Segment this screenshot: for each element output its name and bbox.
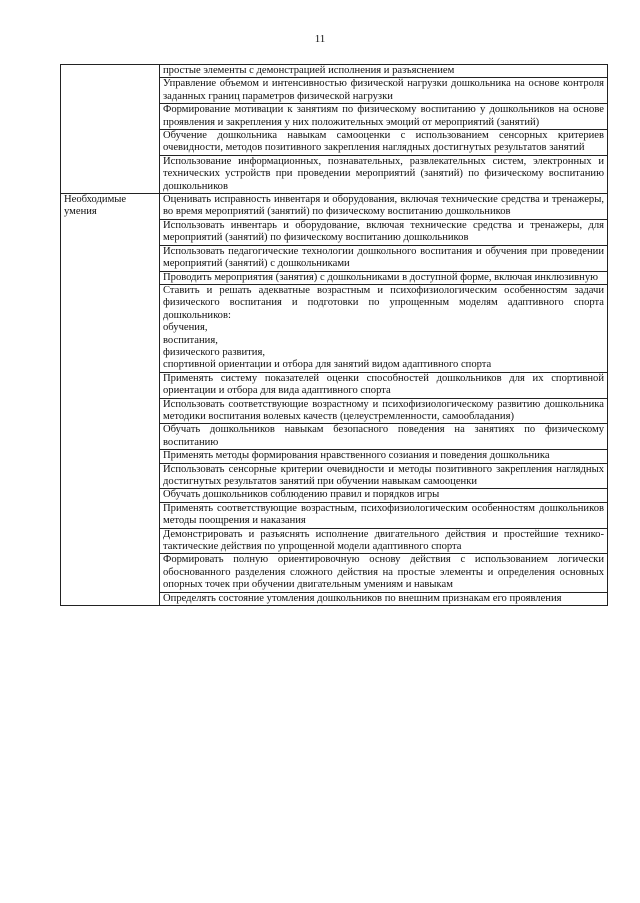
table-cell: Обучать дошкольников соблюдению правил и порядков игры — [160, 489, 608, 502]
table-row — [61, 194, 608, 220]
table-cell: Применять систему показателей оценки способностей дошкольников для их спортивной ориентации и отбора для вида адаптивного спорта — [160, 372, 608, 398]
table-cell: Применять соответствующие возрастным, психофизиологическим особенностям дошкольников методы поощрения и наказания — [160, 502, 608, 528]
competency-table — [60, 64, 608, 606]
table-cell: Использовать сенсорные критерии очевидности и методы позитивного закрепления наглядных достигнутых результатов занятий при обучении навыкам самооценки — [160, 463, 608, 489]
table-row — [61, 65, 608, 78]
table-cell-with-list — [160, 284, 608, 372]
page-number: 11 — [314, 33, 326, 45]
list-item: спортивной ориентации и отбора для занятий видом адаптивного спорта — [163, 359, 492, 371]
list-item: обучения, — [163, 322, 208, 334]
list-item: воспитания, — [163, 334, 218, 346]
table-cell: Использовать соответствующие возрастному и психофизиологическому развитию дошкольника методики воспитания волевых качеств (целеустремленности, самообладания) — [160, 398, 608, 424]
table-cell: Применять методы формирования нравственного созиания и поведения дошкольника — [160, 450, 608, 463]
table-cell: Оценивать исправность инвентаря и оборудования, включая технические средства и тренажеры, во время мероприятий (занятий) по физическому воспитанию дошкольников — [160, 194, 608, 220]
table-cell: Обучать дошкольников навыкам безопасного поведения на занятиях по физическому воспитанию — [160, 424, 608, 450]
table-cell: Использовать инвентарь и оборудование, включая технические средства и тренажеры, для мероприятий (занятий) по физическому воспитанию дошкольников — [160, 219, 608, 245]
table-cell: Формирование мотивации к занятиям по физическому воспитанию у дошкольников на основе проявления и закрепления у них положительных эмоций от мероприятий (занятий) — [160, 104, 608, 130]
section-label-skills: Необходимые умения — [61, 194, 160, 606]
table-cell: Управление объемом и интенсивностью физической нагрузки дошкольника на основе контроля заданных границ параметров физической нагрузки — [160, 78, 608, 104]
table-cell: Использовать педагогические технологии дошкольного воспитания и обучения при проведении мероприятий (занятий) с дошкольниками — [160, 245, 608, 271]
table-cell: Использование информационных, познавательных, развлекательных систем, электронных и технических устройств при проведении мероприятий (занятий) по физическому воспитанию дошкольников — [160, 155, 608, 193]
section-label-cell-empty — [61, 65, 160, 194]
cell-text: Ставить и решать адекватные возрастным и психофизиологическим особенностям задачи физического воспитания и подготовки по упрощенным моделям адаптивного спорта дошкольников: — [163, 284, 604, 321]
list-item: физического развития, — [163, 346, 265, 358]
table-cell: Демонстрировать и разъяснять исполнение двигательного действия и простейшие технико-тактические действия по упрощенной модели адаптивного спорта — [160, 528, 608, 554]
table-cell: Определять состояние утомления дошкольников по внешним признакам его проявления — [160, 592, 608, 605]
table-cell: Обучение дошкольника навыкам самооценки с использованием сенсорных критериев очевидности, методов позитивного закрепления наглядных достигнутых результатов занятий — [160, 130, 608, 156]
table-cell: Проводить мероприятия (занятия) с дошкольниками в доступной форме, включая инклюзивную — [160, 271, 608, 284]
table-cell: простые элементы с демонстрацией исполнения и разъяснением — [160, 65, 608, 78]
table-cell: Формировать полную ориентировочную основу действия с использованием логически обоснованного разделения сложного действия на простые элементы и определения основных опорных точек при обучении двигательным умениям и навыкам — [160, 554, 608, 592]
